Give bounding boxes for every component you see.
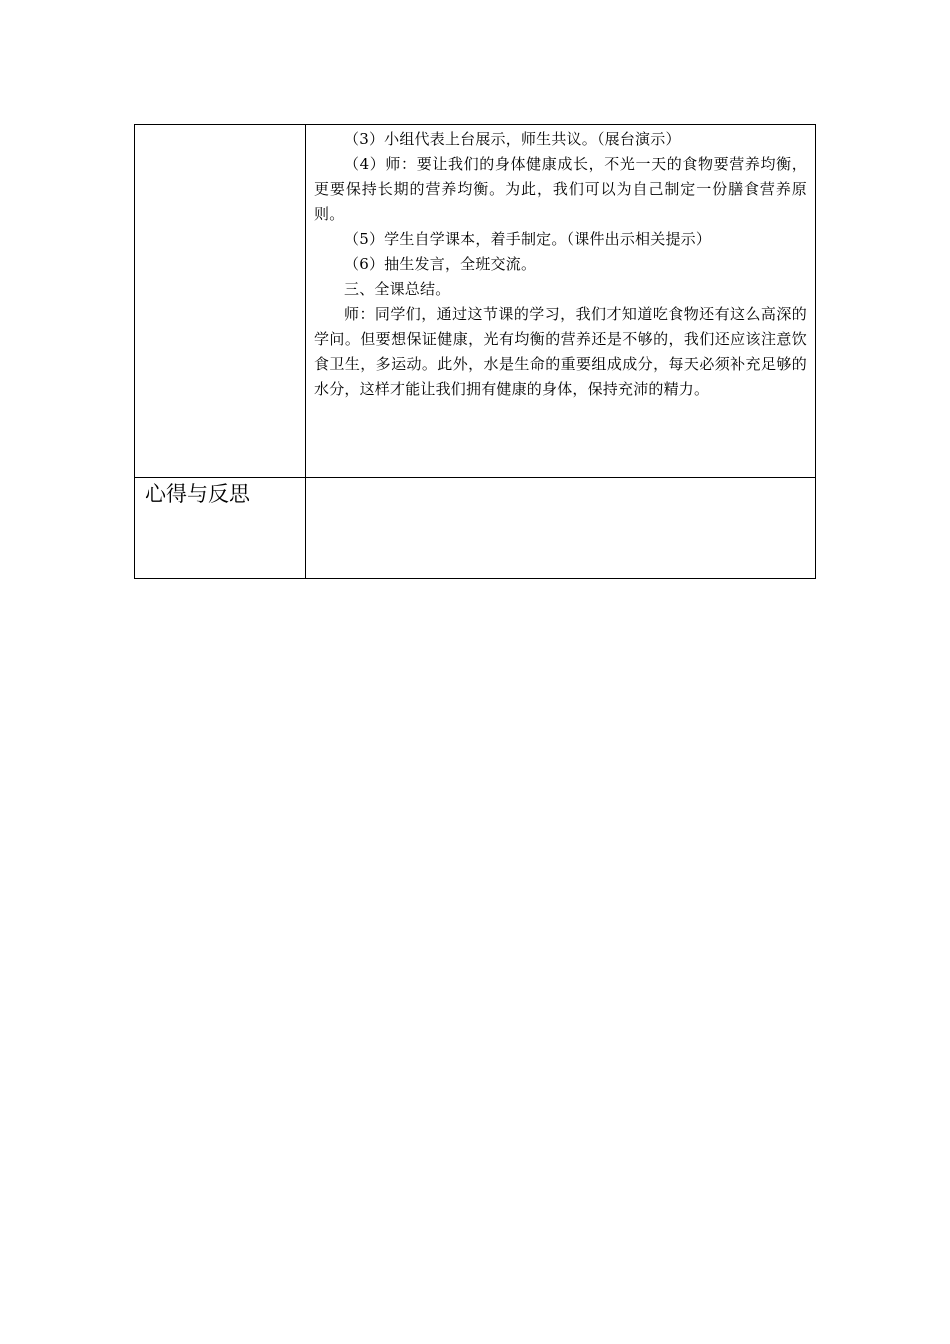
- paragraph-step-5: （5）学生自学课本，着手制定。（课件出示相关提示）: [344, 230, 712, 248]
- paragraph-step-6: （6）抽生发言，全班交流。: [344, 255, 537, 273]
- paragraph-step-4: （4）师：要让我们的身体健康成长，不光一天的食物要营养均衡，更要保持长期的营养均衡。为此，我们可以为自己制定一份膳食营养原则。: [314, 155, 807, 223]
- paragraph-summary-heading: 三、全课总结。: [344, 280, 451, 298]
- reflection-label: 心得与反思: [135, 478, 306, 579]
- table-row-reflection: [135, 478, 816, 579]
- paragraph-teacher-summary: 师：同学们，通过这节课的学习，我们才知道吃食物还有这么高深的学问。但要想保证健康，光有均衡的营养还是不够的，我们还应该注意饮食卫生，多运动。此外，水是生命的重要组成成分，每天必须补充足够的水分，这样才能让我们拥有健康的身体，保持充沛的精力。: [314, 305, 807, 398]
- lesson-plan-table: [134, 124, 816, 579]
- reflection-content-cell: [306, 478, 816, 579]
- procedure-content-cell: [306, 125, 816, 478]
- table-row-procedure: [135, 125, 816, 478]
- paragraph-step-3: （3）小组代表上台展示，师生共议。（展台演示）: [344, 130, 681, 148]
- row-label-cell-empty: [135, 125, 306, 478]
